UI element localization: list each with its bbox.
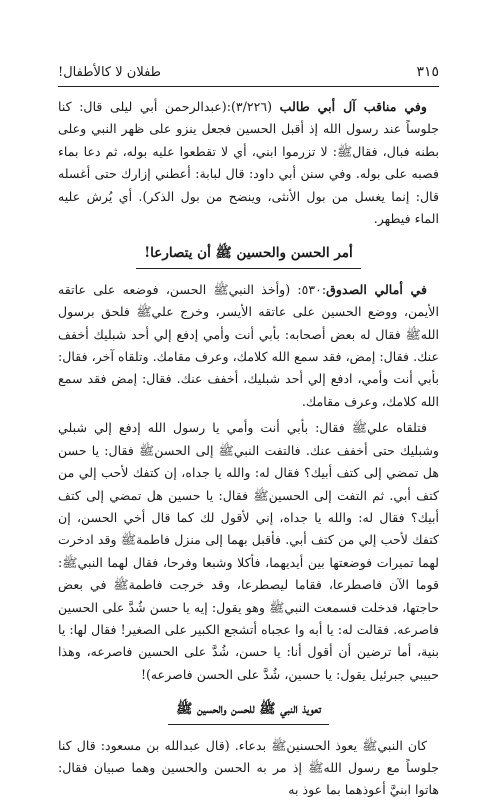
section-heading-text: تعويذ النبي ﷺ للحسن والحسين ﷺ xyxy=(168,698,329,724)
paragraph-text: كان النبيﷺ يعوذ الحسنينﷺ بدعاء. (قال عبدالله بن مسعود: قال كنا جلوساً مع رسول اللهﷺ إذ مر به الحسن والحسين وهما صبيان فقال: هاتوا ابنيَّ أعوذهما بما عوذ به xyxy=(58,737,439,798)
paragraph-text: (٣/٢٢٦):(عبدالرحمن أبي ليلى قال: كنا جلوساً عند رسول الله إذ أقبل الحسين فجعل ينزو على ظهر النبي وعلى بطنه فبال، فقالﷺ: لا تزرموا ابني، أي لا تقطعوا عليه بوله، ثم دعا بماء فصبه على بوله. وفي سنن أبي داود: قال لبابة: أعطني إزارك حتى أغسله قال: إنما يغسل من بول الأنثى، وينضح من بول الذكر). أي يُرش عليه الماء فيطهر. xyxy=(58,99,439,227)
paragraph-text: :٥٣٠: (وأخذ النبيﷺ الحسن، فوضعه على عاتقه الأيمن، ووضع الحسين على عاتقه الأيسر، وخرج عليﷺ فلحق برسول اللهﷺ فقال له بعض أصحابه: بأبي أنت وأمي إدفع إلي أحد شبليك أخفف عنك. فقال: إمض، فقد سمع الله كلامك، وعرف مقامك. وتلقاه آخر، فقال: بأبي أنت وأمي، ادفع إلي أحد شبليك، أخفف عنك. فقال: إمض فقد سمع الله كلامك، وعرف مقامك. xyxy=(58,281,439,409)
page-header xyxy=(58,60,439,84)
paragraph-lead: في أمالي الصدوق xyxy=(326,281,427,297)
section-heading xyxy=(58,698,439,724)
page-body xyxy=(58,96,439,806)
paragraph xyxy=(58,417,439,686)
section-heading-text: أمر الحسن والحسين ﷺ أن يتصارعا! xyxy=(136,242,361,268)
paragraph-text: فتلقاه عليﷺ فقال: بأبي أنت وأمي يا رسول الله إدفع إلي شبلي وشبليك حتى أخفف عنك. فالتفت النبيﷺ إلى الحسنﷺ فقال: يا حسن هل تمضي إلى كتف أبيك؟ فقال له: والله يا جداه، إن كتفك لأحب إلي من كتف أبي. ثم التفت إلى الحسينﷺ فقال: يا حسين هل تمضي إلى كتف أبيك؟ فقال له: والله يا جداه، إني لأقول لك كما قال أخي الحسن، إن كتفك لأحب إلي من كتف أبي. فأقبل بهما إلى منزل فاطمةﷺ وقد ادخرت لهما تميرات فوضعتها بين أيديهما، فأكلا وشبعا وفرحا، فقال لهما النبيﷺ: قوما الآن فاصطرعا، فقاما ليصطرعا، وقد خرجت فاطمةﷺ في بعض حاجتها، فدخلت فسمعت النبيﷺ وهو يقول: إيه يا حسن شُدَّ على الحسين فاصرعه. فقالت له: يا أبه وا عجباه أتشجع الكبير على الصغير! فقال لها: يا بنية، أما ترضين أن أقول أنا: يا حسن، شُدَّ على الحسين فاصرعه، وهذا حبيبي جبرئيل يقول: يا حسين، شُدَّ على الحسن فاصرعه)! xyxy=(58,420,439,682)
paragraph xyxy=(58,96,439,230)
paragraph xyxy=(58,279,439,413)
header-rule xyxy=(58,86,439,87)
page-number: ٣١٥ xyxy=(416,64,439,80)
paragraph-lead: وفي مناقب آل أبي طالب xyxy=(279,99,427,114)
paragraph xyxy=(58,735,439,802)
section-heading xyxy=(58,242,439,268)
book-title: طفلان لا كالأطفال! xyxy=(58,64,162,80)
